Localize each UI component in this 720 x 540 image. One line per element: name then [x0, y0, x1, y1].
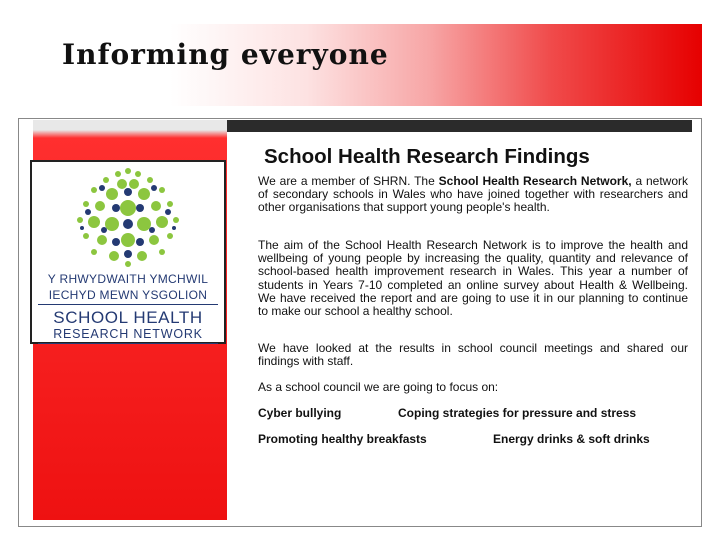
focus-item-cyber-bullying: Cyber bullying	[258, 406, 342, 420]
findings-paragraph-aim: The aim of the School Health Research Network is to improve the health and wellbeing of young people by increasing the quality, quantity and relevance of school-based health improvement research in Wales. This year a number of students in Years 7-10 completed an online survey about Health & Wellbeing. We have received the report and are going to use it in our planning to continue to make our school a healthy school.	[258, 238, 688, 319]
logo-english-line-1: SCHOOL HEALTH	[53, 308, 203, 327]
intro-text-bold: School Health Research Network,	[438, 174, 632, 188]
panel-top-bar	[226, 120, 692, 132]
intro-text-start: We are a member of SHRN. The	[258, 174, 439, 188]
findings-paragraph-focus: As a school council we are going to focus on:	[258, 380, 499, 394]
intro-text-end: a network of secondary schools in Wales who have joined together with researchers and other organisations that support young people's health.	[258, 174, 689, 215]
slide-title: Informing everyone	[62, 38, 389, 71]
dots-logo-icon	[66, 164, 190, 270]
logo-welsh-line-2: IECHYD MEWN YSGOLION	[48, 288, 208, 302]
shrn-logo	[30, 160, 226, 344]
focus-item-coping-strategies: Coping strategies for pressure and stress	[398, 406, 637, 420]
focus-item-energy-drinks: Energy drinks & soft drinks	[493, 432, 650, 446]
logo-english-line-2: RESEARCH NETWORK	[53, 327, 203, 341]
findings-paragraph-intro	[258, 175, 688, 215]
findings-heading: School Health Research Findings	[264, 145, 590, 168]
focus-item-healthy-breakfasts: Promoting healthy breakfasts	[258, 432, 427, 446]
findings-paragraph-results: We have looked at the results in school council meetings and shared our findings with staff.	[258, 341, 688, 369]
logo-welsh-line-1: Y RHWYDWAITH YMCHWIL	[47, 272, 209, 286]
